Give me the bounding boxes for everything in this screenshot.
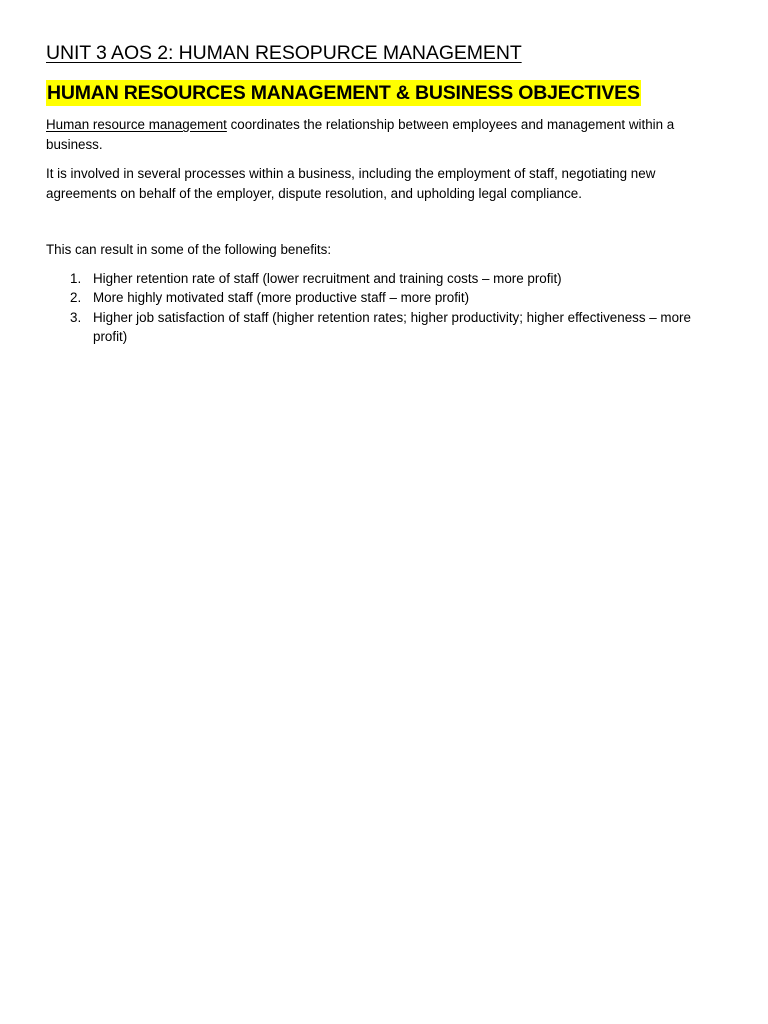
document-page: [46, 40, 726, 347]
list-item-number: 2.: [70, 290, 82, 305]
list-item-number: 3.: [70, 309, 82, 325]
benefits-list: [46, 269, 726, 347]
list-item: [46, 269, 726, 289]
list-item-text: Higher job satisfaction of staff (higher retention rates; higher productivity; higher effectiveness – more profit): [93, 309, 691, 344]
list-item: [46, 288, 726, 308]
section-heading-container: [46, 80, 726, 107]
document-title: UNIT 3 AOS 2: HUMAN RESOPURCE MANAGEMENT: [46, 42, 522, 64]
processes-paragraph: It is involved in several processes within a business, including the employment of staff, negotiating new agreements on behalf of the employer, dispute resolution, and upholding legal compliance.: [46, 166, 656, 201]
list-item-number: 1.: [70, 270, 82, 286]
benefits-intro: This can result in some of the following benefits:: [46, 242, 332, 257]
defined-term: Human resource management: [46, 117, 227, 132]
definition-text: coordinates the relationship between employees and management within a business.: [46, 117, 675, 152]
section-heading: HUMAN RESOURCES MANAGEMENT & BUSINESS OBJECTIVES: [47, 82, 640, 104]
list-item-text: Higher retention rate of staff (lower recruitment and training costs – more profit): [93, 270, 562, 286]
list-item: [46, 308, 726, 347]
list-item-text: More highly motivated staff (more productive staff – more profit): [93, 290, 470, 305]
definition-paragraph: [46, 115, 726, 154]
